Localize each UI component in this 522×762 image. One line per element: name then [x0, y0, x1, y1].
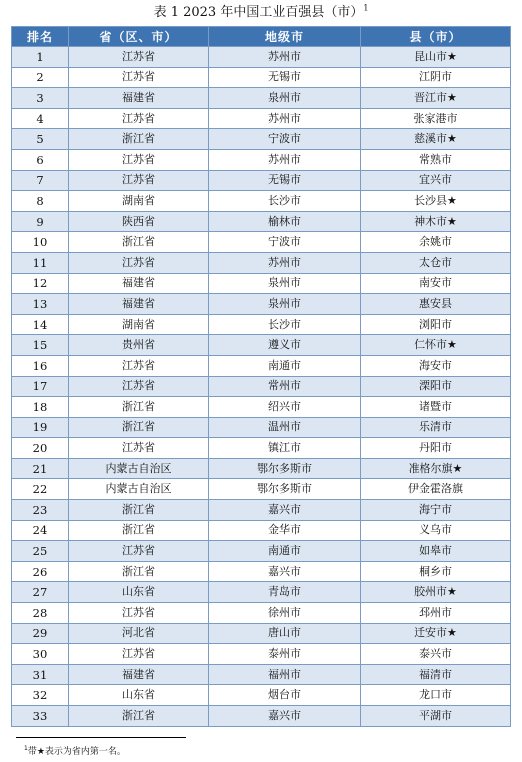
province-cell: 陕西省	[69, 211, 209, 232]
prefecture-city-cell: 金华市	[209, 520, 361, 541]
rank-cell: 26	[12, 561, 69, 582]
table-row	[12, 232, 511, 253]
county-cell: 长沙县★	[361, 191, 511, 212]
province-cell: 山东省	[69, 685, 209, 706]
county-cell: 胶州市★	[361, 582, 511, 603]
rank-cell: 8	[12, 191, 69, 212]
table-row	[12, 149, 511, 170]
prefecture-city-cell: 镇江市	[209, 438, 361, 459]
prefecture-city-cell: 福州市	[209, 664, 361, 685]
county-cell: 余姚市	[361, 232, 511, 253]
rank-cell: 4	[12, 108, 69, 129]
rank-cell: 12	[12, 273, 69, 294]
table-header	[12, 27, 511, 47]
table-row	[12, 685, 511, 706]
header-prefecture-city: 地级市	[209, 27, 361, 47]
county-cell: 常熟市	[361, 149, 511, 170]
prefecture-city-cell: 无锡市	[209, 67, 361, 88]
county-cell: 准格尔旗★	[361, 458, 511, 479]
prefecture-city-cell: 鄂尔多斯市	[209, 458, 361, 479]
rank-cell: 22	[12, 479, 69, 500]
prefecture-city-cell: 嘉兴市	[209, 561, 361, 582]
rank-cell: 20	[12, 438, 69, 459]
footnote	[24, 743, 126, 758]
table-row	[12, 664, 511, 685]
prefecture-city-cell: 嘉兴市	[209, 706, 361, 727]
prefecture-city-cell: 苏州市	[209, 252, 361, 273]
county-cell: 龙口市	[361, 685, 511, 706]
county-cell: 慈溪市★	[361, 129, 511, 150]
footnote-mark: 1	[24, 745, 28, 752]
county-cell: 泰兴市	[361, 644, 511, 665]
table-row	[12, 355, 511, 376]
prefecture-city-cell: 徐州市	[209, 603, 361, 624]
county-cell: 如皋市	[361, 541, 511, 562]
prefecture-city-cell: 南通市	[209, 541, 361, 562]
rank-cell: 10	[12, 232, 69, 253]
province-cell: 江苏省	[69, 355, 209, 376]
province-cell: 江苏省	[69, 438, 209, 459]
province-cell: 江苏省	[69, 644, 209, 665]
county-cell: 乐清市	[361, 417, 511, 438]
table-row	[12, 67, 511, 88]
table-row	[12, 458, 511, 479]
table-row	[12, 479, 511, 500]
county-cell: 迁安市★	[361, 623, 511, 644]
header-province: 省（区、市）	[69, 27, 209, 47]
county-cell: 太仓市	[361, 252, 511, 273]
table-row	[12, 417, 511, 438]
province-cell: 江苏省	[69, 541, 209, 562]
province-cell: 江苏省	[69, 149, 209, 170]
table-body	[12, 47, 511, 727]
caption-title: 年中国工业百强县（市）	[216, 5, 364, 20]
header-row	[12, 27, 511, 47]
rank-cell: 11	[12, 252, 69, 273]
province-cell: 江苏省	[69, 252, 209, 273]
table-row	[12, 47, 511, 68]
province-cell: 江苏省	[69, 67, 209, 88]
rank-cell: 25	[12, 541, 69, 562]
province-cell: 浙江省	[69, 520, 209, 541]
rank-cell: 33	[12, 706, 69, 727]
table-row	[12, 582, 511, 603]
table-row	[12, 294, 511, 315]
prefecture-city-cell: 苏州市	[209, 47, 361, 68]
table-row	[12, 170, 511, 191]
province-cell: 福建省	[69, 273, 209, 294]
header-county: 县（市）	[361, 27, 511, 47]
prefecture-city-cell: 榆林市	[209, 211, 361, 232]
province-cell: 湖南省	[69, 314, 209, 335]
county-cell: 神木市★	[361, 211, 511, 232]
table-row	[12, 520, 511, 541]
province-cell: 浙江省	[69, 500, 209, 521]
rank-cell: 16	[12, 355, 69, 376]
table-row	[12, 644, 511, 665]
province-cell: 浙江省	[69, 129, 209, 150]
table-row	[12, 561, 511, 582]
table-row	[12, 706, 511, 727]
county-cell: 福清市	[361, 664, 511, 685]
county-cell: 海安市	[361, 355, 511, 376]
province-cell: 福建省	[69, 88, 209, 109]
table-row	[12, 314, 511, 335]
rank-cell: 31	[12, 664, 69, 685]
province-cell: 江苏省	[69, 376, 209, 397]
province-cell: 浙江省	[69, 232, 209, 253]
ranking-table	[11, 26, 511, 727]
prefecture-city-cell: 泉州市	[209, 294, 361, 315]
rank-cell: 28	[12, 603, 69, 624]
rank-cell: 27	[12, 582, 69, 603]
province-cell: 湖南省	[69, 191, 209, 212]
rank-cell: 1	[12, 47, 69, 68]
rank-cell: 2	[12, 67, 69, 88]
prefecture-city-cell: 南通市	[209, 355, 361, 376]
province-cell: 江苏省	[69, 603, 209, 624]
province-cell: 浙江省	[69, 417, 209, 438]
table-row	[12, 623, 511, 644]
county-cell: 伊金霍洛旗	[361, 479, 511, 500]
county-cell: 平湖市	[361, 706, 511, 727]
province-cell: 江苏省	[69, 47, 209, 68]
province-cell: 山东省	[69, 582, 209, 603]
rank-cell: 24	[12, 520, 69, 541]
county-cell: 溧阳市	[361, 376, 511, 397]
caption-year: 2023	[183, 5, 217, 20]
province-cell: 河北省	[69, 623, 209, 644]
rank-cell: 29	[12, 623, 69, 644]
table-row	[12, 108, 511, 129]
table-row	[12, 541, 511, 562]
footnote-text: 带★表示为省内第一名。	[27, 747, 126, 757]
prefecture-city-cell: 鄂尔多斯市	[209, 479, 361, 500]
rank-cell: 6	[12, 149, 69, 170]
table-row	[12, 129, 511, 150]
rank-cell: 5	[12, 129, 69, 150]
table-row	[12, 397, 511, 418]
table-row	[12, 88, 511, 109]
county-cell: 江阴市	[361, 67, 511, 88]
province-cell: 福建省	[69, 294, 209, 315]
rank-cell: 7	[12, 170, 69, 191]
prefecture-city-cell: 嘉兴市	[209, 500, 361, 521]
province-cell: 福建省	[69, 664, 209, 685]
province-cell: 浙江省	[69, 706, 209, 727]
province-cell: 浙江省	[69, 397, 209, 418]
prefecture-city-cell: 宁波市	[209, 129, 361, 150]
header-rank: 排名	[12, 27, 69, 47]
county-cell: 惠安县	[361, 294, 511, 315]
province-cell: 浙江省	[69, 561, 209, 582]
rank-cell: 18	[12, 397, 69, 418]
county-cell: 海宁市	[361, 500, 511, 521]
rank-cell: 13	[12, 294, 69, 315]
prefecture-city-cell: 泰州市	[209, 644, 361, 665]
table-row	[12, 603, 511, 624]
prefecture-city-cell: 泉州市	[209, 88, 361, 109]
province-cell: 江苏省	[69, 170, 209, 191]
province-cell: 贵州省	[69, 335, 209, 356]
rank-cell: 19	[12, 417, 69, 438]
prefecture-city-cell: 长沙市	[209, 314, 361, 335]
prefecture-city-cell: 绍兴市	[209, 397, 361, 418]
prefecture-city-cell: 苏州市	[209, 149, 361, 170]
table-row	[12, 191, 511, 212]
rank-cell: 23	[12, 500, 69, 521]
county-cell: 桐乡市	[361, 561, 511, 582]
rank-cell: 14	[12, 314, 69, 335]
county-cell: 张家港市	[361, 108, 511, 129]
table-caption	[0, 0, 522, 26]
rank-cell: 15	[12, 335, 69, 356]
prefecture-city-cell: 温州市	[209, 417, 361, 438]
county-cell: 南安市	[361, 273, 511, 294]
province-cell: 江苏省	[69, 108, 209, 129]
prefecture-city-cell: 常州市	[209, 376, 361, 397]
rank-cell: 32	[12, 685, 69, 706]
rank-cell: 30	[12, 644, 69, 665]
prefecture-city-cell: 无锡市	[209, 170, 361, 191]
footnote-divider	[16, 737, 186, 738]
county-cell: 仁怀市★	[361, 335, 511, 356]
prefecture-city-cell: 长沙市	[209, 191, 361, 212]
table-row	[12, 335, 511, 356]
prefecture-city-cell: 苏州市	[209, 108, 361, 129]
prefecture-city-cell: 泉州市	[209, 273, 361, 294]
table-row	[12, 252, 511, 273]
prefecture-city-cell: 遵义市	[209, 335, 361, 356]
table-row	[12, 438, 511, 459]
rank-cell: 3	[12, 88, 69, 109]
footnote-reference: 1	[363, 3, 369, 13]
county-cell: 浏阳市	[361, 314, 511, 335]
table-row	[12, 211, 511, 232]
county-cell: 昆山市★	[361, 47, 511, 68]
prefecture-city-cell: 青岛市	[209, 582, 361, 603]
rank-cell: 9	[12, 211, 69, 232]
county-cell: 邳州市	[361, 603, 511, 624]
prefecture-city-cell: 烟台市	[209, 685, 361, 706]
table-row	[12, 273, 511, 294]
prefecture-city-cell: 唐山市	[209, 623, 361, 644]
province-cell: 内蒙古自治区	[69, 479, 209, 500]
rank-cell: 17	[12, 376, 69, 397]
caption-prefix: 表 1	[153, 5, 184, 20]
rank-cell: 21	[12, 458, 69, 479]
county-cell: 宜兴市	[361, 170, 511, 191]
prefecture-city-cell: 宁波市	[209, 232, 361, 253]
county-cell: 诸暨市	[361, 397, 511, 418]
table-row	[12, 500, 511, 521]
table-row	[12, 376, 511, 397]
province-cell: 内蒙古自治区	[69, 458, 209, 479]
county-cell: 义乌市	[361, 520, 511, 541]
county-cell: 丹阳市	[361, 438, 511, 459]
county-cell: 晋江市★	[361, 88, 511, 109]
